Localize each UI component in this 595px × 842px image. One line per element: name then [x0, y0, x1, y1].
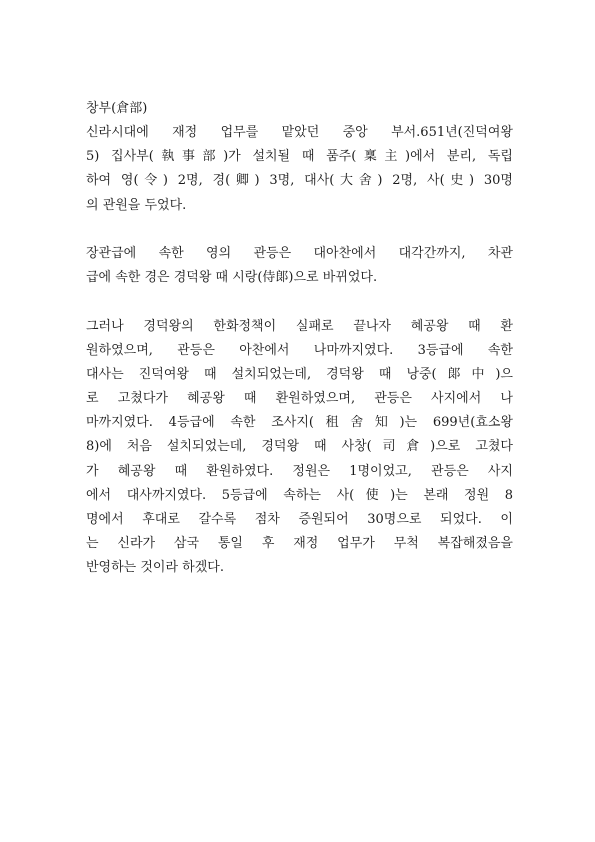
- paragraph-line: 로 고쳤다가 혜공왕 때 환원하였으며, 관등은 사지에서 나: [86, 391, 513, 407]
- paragraph-line: 장관급에 속한 영의 관등은 대아찬에서 대각간까지, 차관: [86, 245, 513, 261]
- paragraph-line: 에서 대사까지였다. 5등급에 속하는 사(使)는 본래 정원 8: [86, 487, 513, 503]
- paragraph-line: 5) 집사부(執事部)가 설치될 때 품주(稟主)에서 분리, 독립: [86, 149, 513, 165]
- paragraph-line: 반영하는 것이라 하겠다.: [86, 560, 224, 576]
- paragraph-line: 마까지였다. 4등급에 속한 조사지(租舍知)는 699년(효소왕: [86, 415, 513, 431]
- paragraph-spacer: [86, 218, 513, 242]
- paragraph-line: 의 관원을 두었다.: [86, 197, 187, 213]
- paragraph-line: 그러나 경덕왕의 한화정책이 실패로 끝나자 혜공왕 때 환: [86, 318, 513, 334]
- paragraph-2: [86, 242, 513, 290]
- paragraph-line: 신라시대에 재정 업무를 맡았던 중앙 부서.651년(진덕여왕: [86, 125, 513, 140]
- paragraph-line: 원하였으며, 관등은 아찬에서 나마까지였다. 3등급에 속한: [86, 342, 513, 358]
- document-title: 창부(倉部): [86, 101, 148, 116]
- paragraph-1: [86, 121, 513, 218]
- paragraph-line: 급에 속한 경은 경덕왕 때 시랑(侍郞)으로 바뀌었다.: [86, 270, 378, 286]
- paragraph-line: 가 혜공왕 때 환원하였다. 정원은 1명이었고, 관등은 사지: [86, 463, 513, 479]
- paragraph-line: 하여 영(令) 2명, 경(卿) 3명, 대사(大舍) 2명, 사(史) 30명: [86, 173, 513, 189]
- paragraph-line: 는 신라가 삼국 통일 후 재정 업무가 무척 복잡해졌음을: [86, 536, 513, 552]
- paragraph-spacer: [86, 290, 513, 314]
- paragraph-line: 명에서 후대로 갈수록 점차 증원되어 30명으로 되었다. 이: [86, 512, 513, 527]
- paragraph-line: 8)에 처음 설치되었는데, 경덕왕 때 사창(司倉)으로 고쳤다: [86, 439, 513, 455]
- paragraph-3: [86, 315, 513, 581]
- document-page: [86, 97, 513, 581]
- paragraph-line: 대사는 진덕여왕 때 설치되었는데, 경덕왕 때 낭중(郞中)으: [86, 366, 513, 382]
